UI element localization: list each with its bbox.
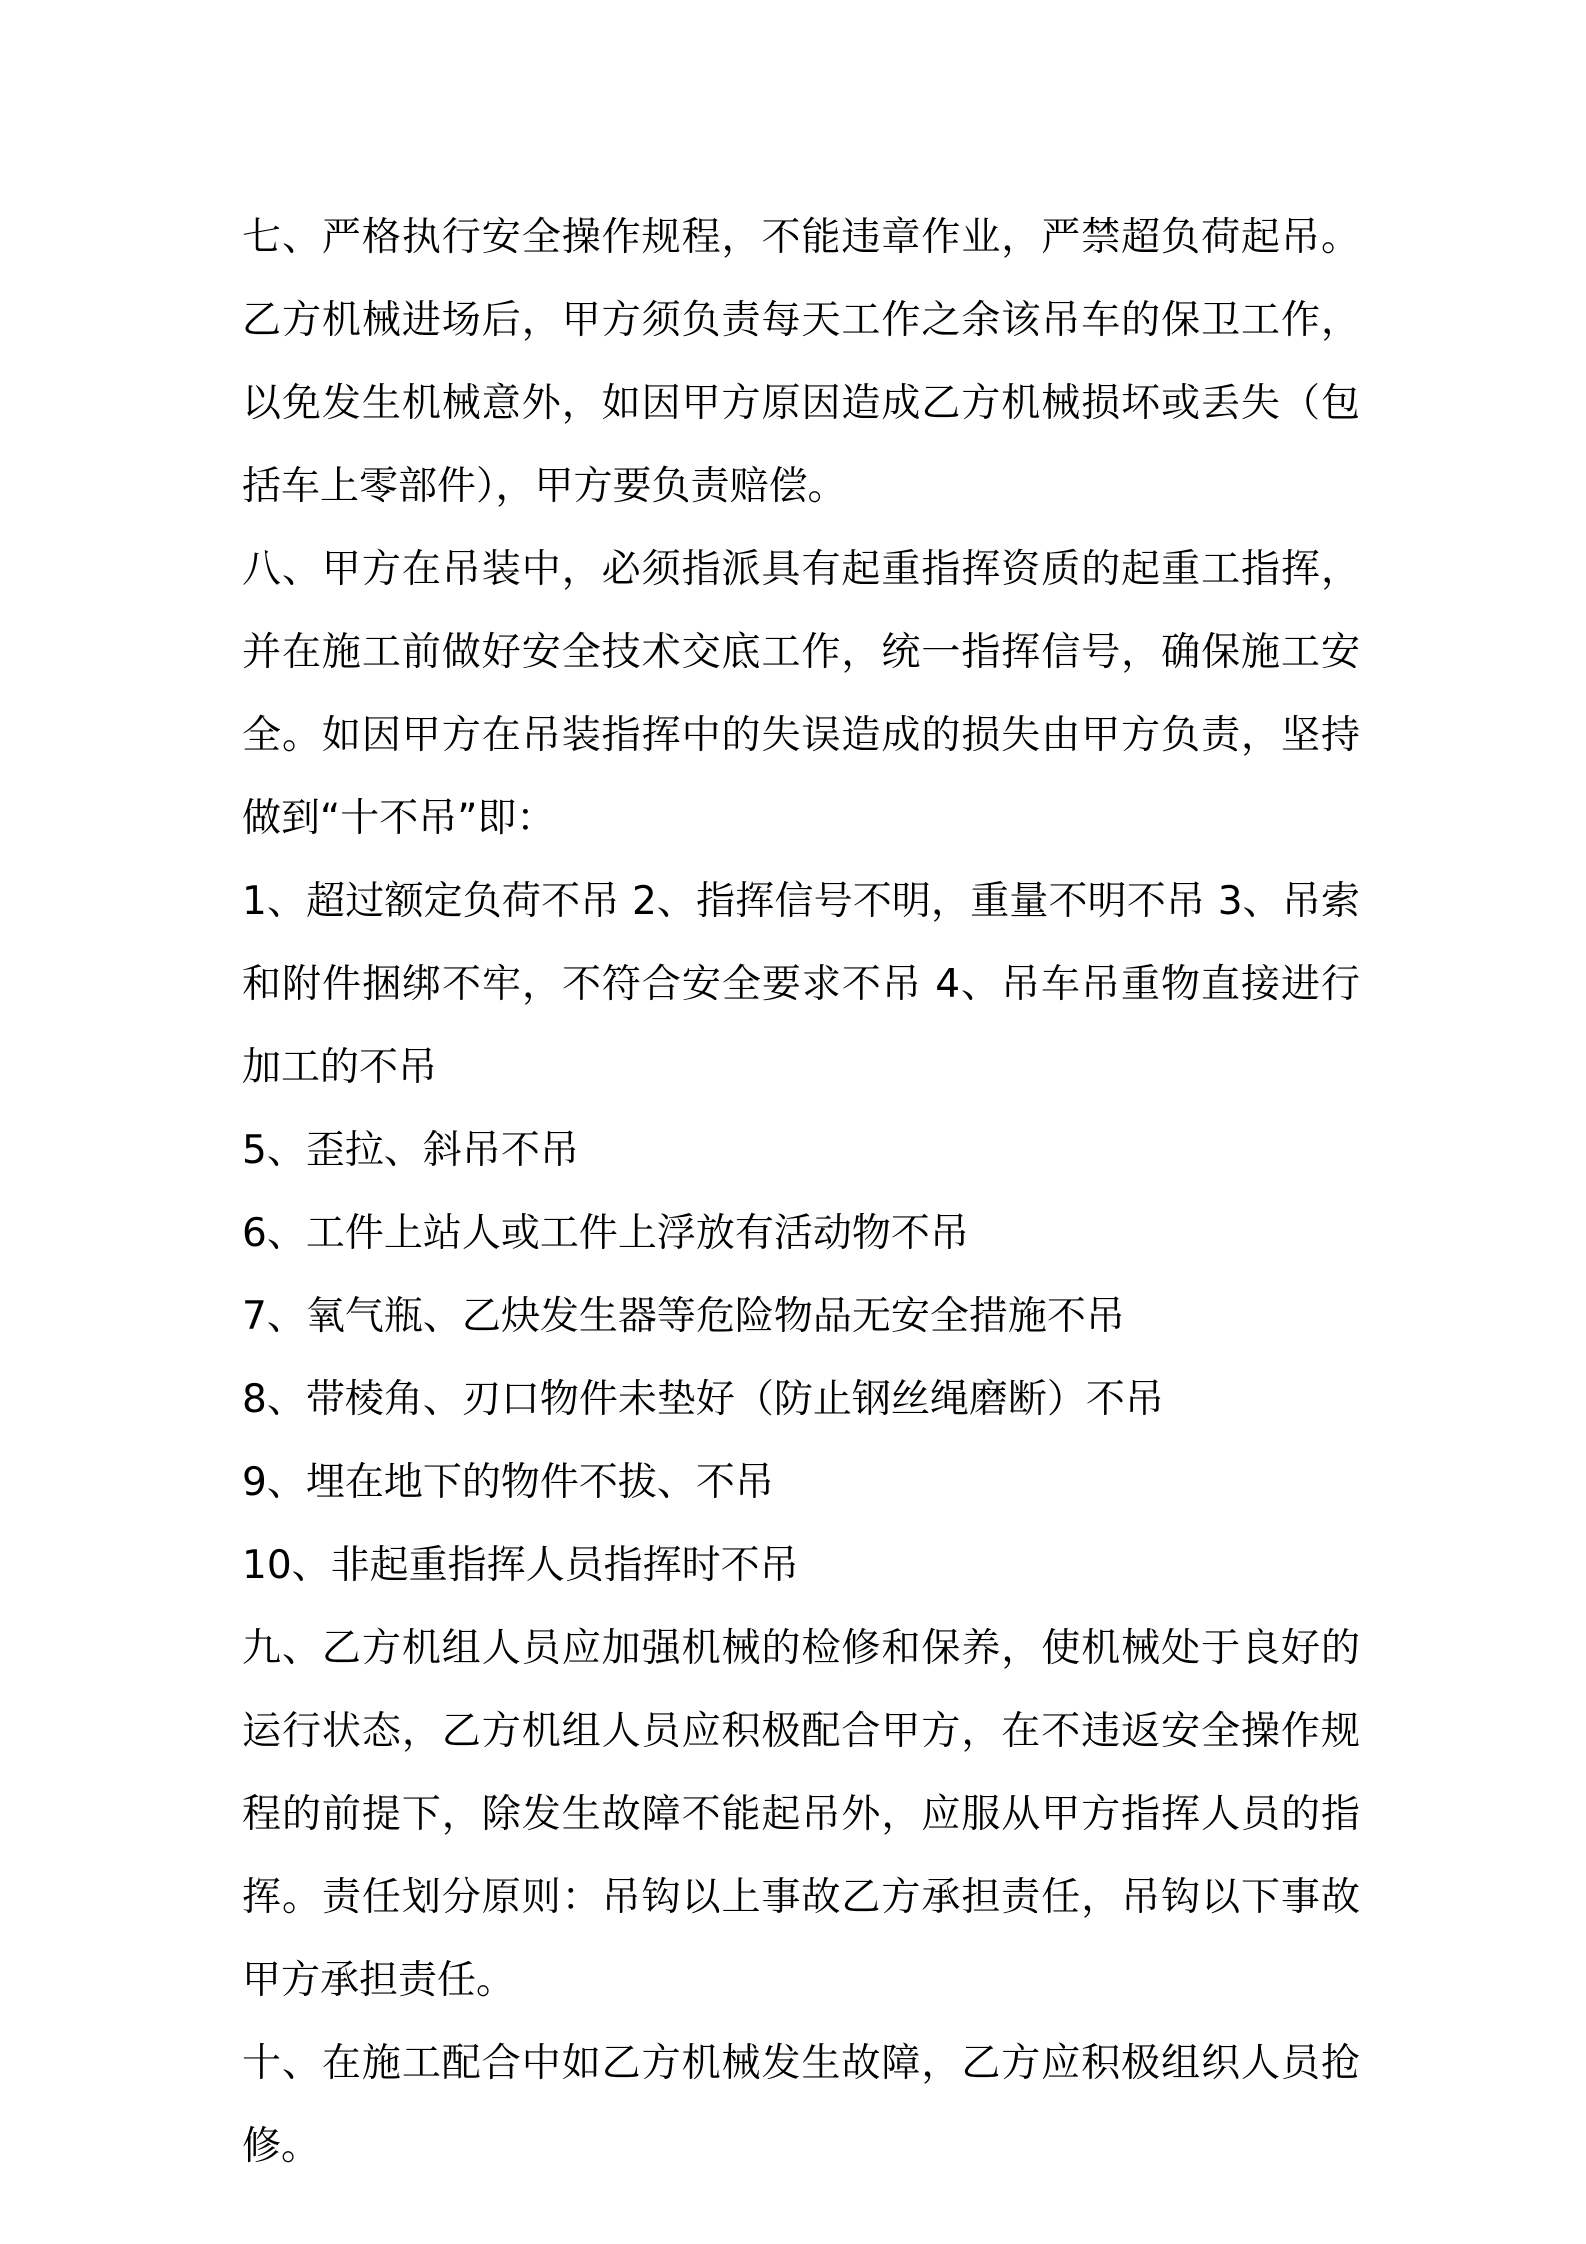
rule-eight: 8、带棱角、刃口物件未垫好（防止钢丝绳磨断）不吊 (242, 1377, 1164, 1422)
rule-nine: 9、埋在地下的物件不拔、不吊 (242, 1460, 774, 1505)
rule-seven: 7、氧气瓶、乙炔发生器等危险物品无安全措施不吊 (242, 1294, 1125, 1339)
rule-five: 5、歪拉、斜吊不吊 (242, 1128, 579, 1173)
rules-one-to-four: 1、超过额定负荷不吊 2、指挥信号不明，重量不明不吊 3、吊索和附件捆绑不牢，不符合安全要求不吊 4、吊车吊重物直接进行加工的不吊 (242, 879, 1360, 1090)
clause-ten: 十、在施工配合中如乙方机械发生故障，乙方应积极组织人员抢修。 (242, 2041, 1360, 2169)
clause-eight: 八、甲方在吊装中，必须指派具有起重指挥资质的起重工指挥，并在施工前做好安全技术交底工作，统一指挥信号，确保施工安全。如因甲方在吊装指挥中的失误造成的损失由甲方负责，坚持做到“十不吊”即： (242, 547, 1360, 841)
clause-seven: 七、严格执行安全操作规程，不能违章作业，严禁超负荷起吊。乙方机械进场后，甲方须负责每天工作之余该吊车的保卫工作，以免发生机械意外，如因甲方原因造成乙方机械损坏或丢失（包括车上零部件），甲方要负责赔偿。 (242, 215, 1360, 509)
clause-nine: 九、乙方机组人员应加强机械的检修和保养，使机械处于良好的运行状态，乙方机组人员应积极配合甲方，在不违返安全操作规程的前提下，除发生故障不能起吊外，应服从甲方指挥人员的指挥。责任划分原则：吊钩以上事故乙方承担责任，吊钩以下事故甲方承担责任。 (242, 1626, 1360, 2003)
rule-six: 6、工件上站人或工件上浮放有活动物不吊 (242, 1211, 969, 1256)
rule-ten: 10、非起重指挥人员指挥时不吊 (242, 1543, 799, 1588)
document-body (242, 196, 1360, 2188)
